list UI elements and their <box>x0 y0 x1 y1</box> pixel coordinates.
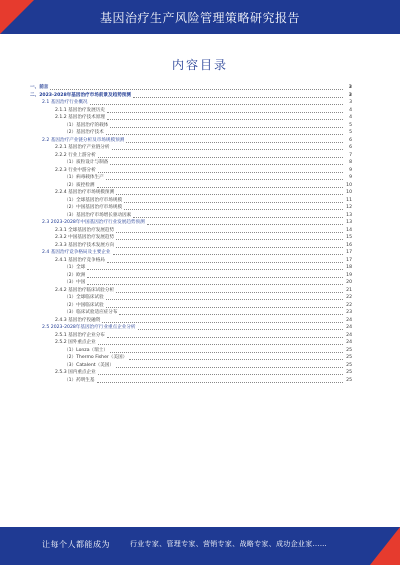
toc-entry[interactable] <box>30 84 352 92</box>
toc-entry[interactable] <box>30 219 352 227</box>
toc-leader-dots <box>133 93 343 98</box>
toc-entry-page: 24 <box>346 332 352 338</box>
toc-entry-title: （1）Lonza（瑞士） <box>64 347 108 353</box>
toc-entry[interactable] <box>30 122 352 130</box>
toc-entry-title: 2.3.1 全球基因治疗发展趋势 <box>55 227 115 233</box>
toc-entry-title: 二、2023-2028年基因治疗市场前景及趋势预测 <box>30 92 131 98</box>
toc-entry[interactable] <box>30 107 352 115</box>
toc-entry-title: （2）中国临床试验 <box>64 302 104 308</box>
toc-entry-page: 25 <box>346 355 352 360</box>
toc-entry-page: 25 <box>346 362 352 368</box>
toc-entry-page: 25 <box>346 370 352 375</box>
toc-entry-page: 9 <box>349 175 352 180</box>
footer-slogan-left: 让每个人都能成为 <box>42 540 110 549</box>
toc-entry-title: （2）质控检测 <box>64 182 95 188</box>
toc-entry-page: 18 <box>346 265 352 270</box>
toc-entry-title: 2.3.3 基因治疗技术发展方向 <box>55 242 115 248</box>
toc-leader-dots <box>98 370 343 375</box>
toc-entry-title: （1）全球基因治疗市场规模 <box>64 197 123 203</box>
toc-entry-page: 4 <box>349 115 352 120</box>
toc-entry[interactable] <box>30 114 352 122</box>
toc-entry-title: 2.4.3 基因治疗投融资 <box>55 317 101 323</box>
toc-entry-page: 9 <box>349 167 352 173</box>
toc-entry-title: （2）欧洲 <box>64 272 86 278</box>
footer-accent-shape <box>370 527 400 565</box>
toc-entry-page: 12 <box>346 205 352 210</box>
toc-entry-page: 17 <box>346 257 352 263</box>
toc-leader-dots <box>87 265 343 270</box>
toc-leader-dots <box>116 235 343 240</box>
toc-entry-page: 13 <box>346 212 352 218</box>
toc-entry[interactable] <box>30 309 352 317</box>
toc-leader-dots <box>124 205 343 210</box>
toc-entry-page: 6 <box>349 145 352 150</box>
toc-entry[interactable] <box>30 167 352 175</box>
toc-entry-title: 2.4 基因治疗竞争格局及主要企业 <box>42 250 111 255</box>
footer-slogan-right: 行业专家、管理专家、营销专家、战略专家、成功企业家…… <box>130 540 328 548</box>
toc-leader-dots <box>106 295 343 300</box>
toc-leader-dots <box>110 348 343 353</box>
toc-leader-dots <box>87 280 343 285</box>
toc-leader-dots <box>98 153 343 158</box>
toc-entry-title: 2.3.2 中国基因治疗发展趋势 <box>55 235 115 240</box>
toc-entry-title: （3）基因治疗市场增长驱动因素 <box>64 212 132 218</box>
toc-entry[interactable] <box>30 377 352 385</box>
toc-entry[interactable] <box>30 369 352 377</box>
toc-leader-dots <box>116 228 343 233</box>
toc-entry-title: 2.1.2 基因治疗技术原理 <box>55 115 105 120</box>
toc-leader-dots <box>129 355 343 360</box>
toc-entry-page: 14 <box>346 227 352 233</box>
toc-leader-dots <box>106 130 343 135</box>
toc-entry-title: （2）基因治疗技术 <box>64 130 104 135</box>
toc-entry[interactable] <box>30 257 352 265</box>
toc-entry-page: 22 <box>346 295 352 300</box>
toc-entry-title: 2.2.2 行业上游分析 <box>55 152 96 158</box>
toc-entry-page: 3 <box>349 100 352 105</box>
toc-entry-title: （2）中国基因治疗市场规模 <box>64 205 123 210</box>
toc-entry-page: 25 <box>346 377 352 383</box>
toc-leader-dots <box>110 123 343 128</box>
toc-entry[interactable] <box>30 197 352 205</box>
toc-entry-title: （1）药明生基 <box>64 377 95 383</box>
toc-leader-dots <box>116 190 343 195</box>
toc-entry-title: 2.2.3 行业中游分析 <box>55 167 96 173</box>
toc-entry-page: 8 <box>349 160 352 165</box>
toc-leader-dots <box>50 85 343 90</box>
toc-leader-dots <box>113 250 344 255</box>
toc-entry-title: 一、前言 <box>30 85 49 90</box>
toc-entry-page: 5 <box>349 130 352 135</box>
toc-leader-dots <box>107 333 343 338</box>
toc-entry-title: 2.2.1 基因治疗产业链分析 <box>55 145 110 150</box>
toc-leader-dots <box>106 303 343 308</box>
toc-entry[interactable] <box>30 152 352 160</box>
toc-leader-dots <box>126 138 343 143</box>
toc-entry-page: 13 <box>346 220 352 225</box>
toc-entry-title: 2.1.1 基因治疗发展历史 <box>55 107 105 113</box>
toc-entry-title: 2.5.1 基因治疗企业分布 <box>55 332 105 338</box>
toc-entry-page: 6 <box>349 137 352 143</box>
toc-entry[interactable] <box>30 324 352 332</box>
toc-entry-page: 25 <box>346 347 352 353</box>
toc-entry-page: 24 <box>346 325 352 330</box>
toc-leader-dots <box>87 273 343 278</box>
toc-entry-page: 21 <box>346 287 352 293</box>
toc-heading: 内容目录 <box>171 58 228 72</box>
toc-entry-page: 15 <box>346 235 352 240</box>
toc-entry-title: 2.5 2023-2028年基因治疗行业重点企业分析 <box>42 325 136 330</box>
toc-entry[interactable] <box>30 347 352 355</box>
toc-entry-title: 2.2.4 基因治疗市场规模预测 <box>55 190 115 195</box>
toc-entry-title: （1）病毒载体生产 <box>64 175 104 180</box>
page-header <box>0 0 400 34</box>
toc-entry-title: （1）质粒设计与制备 <box>64 160 109 165</box>
toc-entry[interactable] <box>30 302 352 310</box>
toc-entry[interactable] <box>30 212 352 220</box>
toc-entry-page: 20 <box>346 280 352 285</box>
toc-entry[interactable] <box>30 204 352 212</box>
toc-entry-page: 4 <box>349 107 352 113</box>
toc-leader-dots <box>133 213 343 218</box>
toc-entry-page: 23 <box>346 310 352 315</box>
toc-entry-title: 2.1 基因治疗行业概况 <box>42 100 88 105</box>
toc-leader-dots <box>138 325 343 330</box>
toc-entry-title: 2.3 2023-2028年中国基因治疗行业发展趋势预测 <box>42 220 145 225</box>
toc-leader-dots <box>98 168 343 173</box>
toc-entry[interactable] <box>30 242 352 250</box>
toc-entry-page: 5 <box>349 122 352 128</box>
toc-leader-dots <box>107 115 343 120</box>
toc-entry-page: 11 <box>346 197 352 203</box>
toc-entry[interactable] <box>30 272 352 280</box>
toc-leader-dots <box>107 258 343 263</box>
toc-entry-page: 3 <box>348 92 352 98</box>
toc-entry-title: 2.4.2 基因治疗临床试验分析 <box>55 287 115 293</box>
toc-leader-dots <box>112 145 344 150</box>
toc-leader-dots <box>116 363 343 368</box>
toc-leader-dots <box>97 183 344 188</box>
toc-entry-title: 2.2 基因治疗产业链分析及市场规模预测 <box>42 137 125 143</box>
toc-entry-title: （1）全球 <box>64 265 86 270</box>
toc-entry-page: 3 <box>348 85 352 90</box>
toc-leader-dots <box>124 198 343 203</box>
report-title: 基因治疗生产风险管理策略研究报告 <box>99 11 300 25</box>
toc-entry[interactable] <box>30 182 352 190</box>
toc-entry[interactable] <box>30 264 352 272</box>
toc-leader-dots <box>102 318 343 323</box>
toc-entry[interactable] <box>30 354 352 362</box>
toc-leader-dots <box>147 220 343 225</box>
toc-entry-title: （3）Catalent（美国） <box>64 362 114 368</box>
toc-entry[interactable] <box>30 129 352 137</box>
toc-leader-dots <box>110 160 343 165</box>
toc-entry[interactable] <box>30 279 352 287</box>
toc-entry[interactable] <box>30 317 352 325</box>
toc-entry[interactable] <box>30 332 352 340</box>
toc-entry[interactable] <box>30 339 352 347</box>
toc-entry-page: 16 <box>346 242 352 248</box>
toc-entry-page: 19 <box>346 272 352 278</box>
toc-entry[interactable] <box>30 99 352 107</box>
toc-leader-dots <box>98 340 343 345</box>
toc-entry[interactable] <box>30 294 352 302</box>
toc-leader-dots <box>107 108 343 113</box>
toc-leader-dots <box>116 243 343 248</box>
toc-entry-page: 7 <box>349 152 352 158</box>
table-of-contents <box>30 84 352 384</box>
toc-entry-title: （1）基因治疗的载体 <box>64 122 109 128</box>
toc-entry[interactable] <box>30 92 352 100</box>
toc-entry[interactable] <box>30 227 352 235</box>
toc-entry[interactable] <box>30 174 352 182</box>
toc-entry-title: 2.5.3 国内重点企业 <box>55 370 96 375</box>
page-footer <box>0 527 400 565</box>
toc-leader-dots <box>106 175 343 180</box>
toc-entry-title: （3）临床试验适应症分布 <box>64 310 118 315</box>
toc-entry[interactable] <box>30 362 352 370</box>
toc-entry-page: 10 <box>346 190 352 195</box>
toc-entry-title: （1）全球临床试验 <box>64 295 104 300</box>
toc-leader-dots <box>90 100 343 105</box>
toc-entry[interactable] <box>30 189 352 197</box>
toc-entry-page: 10 <box>346 182 352 188</box>
toc-entry-title: （3）中国 <box>64 280 86 285</box>
toc-entry-page: 22 <box>346 302 352 308</box>
toc-entry[interactable] <box>30 234 352 242</box>
toc-entry-page: 24 <box>346 317 352 323</box>
toc-leader-dots <box>119 310 343 315</box>
toc-entry-page: 24 <box>346 340 352 345</box>
toc-entry-title: （2）Thermo Fisher（美国） <box>64 355 128 360</box>
toc-leader-dots <box>116 288 343 293</box>
toc-entry[interactable] <box>30 144 352 152</box>
toc-entry[interactable] <box>30 287 352 295</box>
toc-entry[interactable] <box>30 249 352 257</box>
toc-entry[interactable] <box>30 137 352 145</box>
toc-entry[interactable] <box>30 159 352 167</box>
toc-entry-title: 2.5.2 国外重点企业 <box>55 340 96 345</box>
toc-leader-dots <box>97 378 344 383</box>
toc-entry-page: 17 <box>346 250 352 255</box>
toc-entry-title: 2.4.1 基因治疗竞争格局 <box>55 257 105 263</box>
